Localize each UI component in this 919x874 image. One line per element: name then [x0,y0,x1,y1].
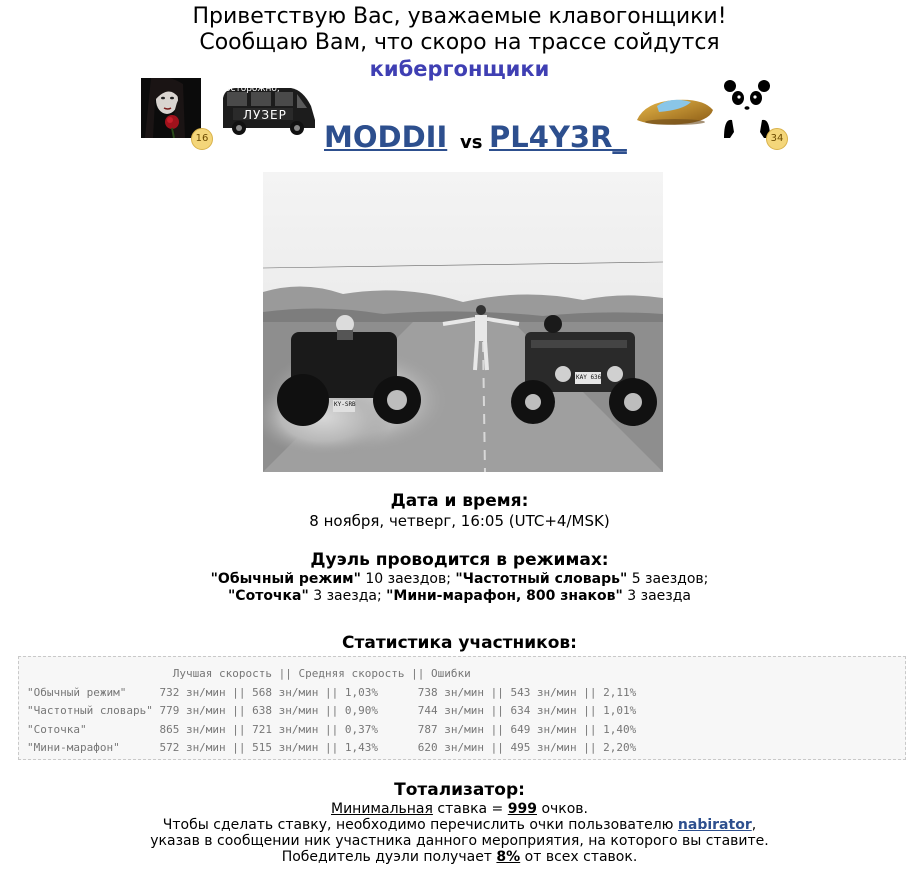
left-car-plate-text: KY-SRB [334,401,356,408]
stats-table [19,657,905,758]
mode-count: 5 заездов; [631,571,709,587]
greeting-line-1: Приветствую Вас, уважаемые клавогонщики! [192,4,727,29]
mode-name: "Соточка" [228,588,309,604]
panda-icon [718,78,776,140]
winner-text: Победитель дуэли получает [281,849,492,865]
left-car-caption: осторожно, [225,84,280,94]
modes-section [0,549,919,605]
totalizator-line-4 [0,849,919,865]
right-player-avatar[interactable] [718,78,776,140]
players-row [0,78,919,163]
left-player-level-badge: 16 [191,128,213,150]
left-car-plate: ЛУЗЕР [243,108,287,122]
mode-name: "Частотный словарь" [455,571,628,587]
right-player-car[interactable] [635,92,715,132]
stats-row: "Обычный режим" 732 зн/мин || 568 зн/мин || 1,03% 738 зн/мин || 543 зн/мин || 2,11% [27,685,637,699]
mode-count: 3 заезда [627,588,691,604]
vs-label: vs [460,132,483,153]
mode-count: 3 заезда; [313,588,382,604]
datetime-section [0,491,919,531]
stats-header: Лучшая скорость || Средняя скорость || Ошибки [27,667,471,680]
bet-instruction-comma: , [751,817,757,833]
right-player-level-badge: 34 [766,128,788,150]
drag-race-photo [263,172,663,472]
nabirator-user-link[interactable]: nabirator [677,817,752,833]
totalizator-title: Тотализатор: [394,780,525,800]
left-player-nick[interactable]: MODDII [324,120,448,154]
min-value: 999 [507,801,537,817]
greeting [0,4,919,82]
totalizator-line-2 [0,817,919,833]
winner-percent: 8% [496,849,521,865]
hover-car-icon [635,92,715,132]
winner-suffix: от всех ставок. [524,849,638,865]
min-suffix: очков. [541,801,588,817]
greeting-highlight: кибергонщики [369,57,550,81]
drag-race-photo-image [263,172,663,472]
modes-line-1 [0,571,919,588]
right-player-nick[interactable]: PL4Y3R_ [489,120,627,154]
stats-code-box [18,656,906,760]
right-car-plate-text: KAY 636 [576,374,602,381]
modes-line-2 [0,588,919,605]
totalizator-line-3: указав в сообщении ник участника данного мероприятия, на которого вы ставите. [150,833,769,849]
mode-name: "Мини-марафон, 800 знаков" [386,588,623,604]
dark-portrait-icon [141,78,201,138]
min-word: Минимальная [331,801,433,817]
mode-count: 10 заездов; [365,571,451,587]
left-player-avatar[interactable] [141,78,201,138]
stats-row: "Соточка" 865 зн/мин || 721 зн/мин || 0,37% 787 зн/мин || 649 зн/мин || 1,40% [27,722,637,736]
totalizator-section [0,779,919,865]
modes-title: Дуэль проводится в режимах: [310,550,609,570]
totalizator-line-1 [0,801,919,817]
stats-title: Статистика участников: [342,633,577,653]
mode-name: "Обычный режим" [210,571,361,587]
left-player-car[interactable] [219,84,317,136]
min-text: ставка = [437,801,504,817]
greeting-line-2: Сообщаю Вам, что скоро на трассе сойдутся [199,30,720,55]
bet-instruction: Чтобы сделать ставку, необходимо перечислить очки пользователю [162,817,674,833]
datetime-value: 8 ноября, четверг, 16:05 (UTC+4/MSK) [309,512,610,530]
stats-row: "Мини-марафон" 572 зн/мин || 515 зн/мин || 1,43% 620 зн/мин || 495 зн/мин || 2,20% [27,741,637,754]
stats-row: "Частотный словарь" 779 зн/мин || 638 зн/мин || 0,90% 744 зн/мин || 634 зн/мин || 1,01% [27,704,637,717]
datetime-title: Дата и время: [390,491,529,511]
